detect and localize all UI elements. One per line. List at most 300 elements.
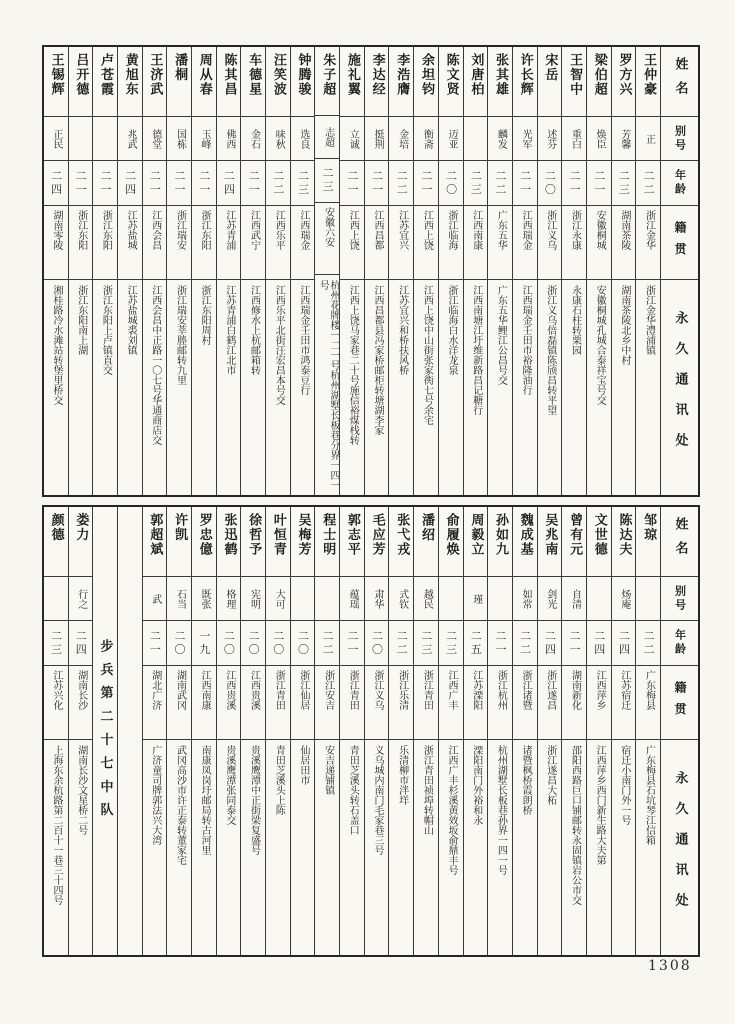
- alias-cell: [192, 577, 216, 621]
- origin-cell: [464, 666, 488, 740]
- header-column: [660, 47, 698, 495]
- header-address-text: 永久通讯处: [672, 311, 688, 464]
- person-column: [191, 507, 216, 955]
- origin-cell-text: 浙江安吉: [322, 670, 334, 710]
- person-column: [44, 47, 68, 495]
- origin-cell-text: 江西萍乡: [594, 670, 606, 710]
- origin-cell: [69, 206, 93, 280]
- origin-cell-text: 浙江东阳: [199, 210, 211, 250]
- person-column: [388, 507, 413, 955]
- origin-cell: [488, 666, 512, 740]
- person-column: [463, 507, 488, 955]
- name-cell-text: 罗方兴: [616, 53, 632, 97]
- person-column: [561, 507, 586, 955]
- address-cell-text: 江西上饶中山街张家衖七号余宅: [421, 285, 433, 425]
- address-cell-text: 江苏青浦白鹤江北市: [223, 285, 235, 375]
- address-cell-text: 江西上饶马家巷二十号施信裕煤栈转: [347, 285, 359, 445]
- address-cell-text: 青田芝溪头转石盖口: [347, 745, 359, 835]
- age-cell: [291, 161, 315, 206]
- name-cell: [488, 47, 512, 117]
- alias-cell-text: 正民: [51, 128, 63, 149]
- name-cell: [291, 47, 315, 117]
- alias-cell: [365, 577, 389, 621]
- origin-cell-text: 江苏宿迁: [618, 670, 630, 710]
- name-cell: [389, 47, 413, 117]
- address-cell-text: 江西瑞金壬田市鸿泰豆行: [297, 285, 309, 395]
- age-cell: [143, 161, 167, 206]
- age-cell-text: 二三: [419, 629, 433, 657]
- address-cell: [44, 280, 68, 495]
- name-cell: [217, 47, 241, 117]
- name-cell: [538, 507, 562, 577]
- age-cell-text: 二一: [148, 629, 162, 657]
- alias-cell: [488, 577, 512, 621]
- age-cell: [513, 621, 537, 666]
- age-cell: [69, 161, 93, 206]
- origin-cell-text: 浙江义乌: [544, 210, 556, 250]
- origin-cell: [439, 666, 463, 740]
- alias-cell: [389, 577, 413, 621]
- address-cell: [93, 280, 117, 495]
- age-cell: [241, 161, 265, 206]
- person-column: [290, 507, 315, 955]
- origin-cell: [414, 206, 438, 280]
- alias-cell: [439, 117, 463, 161]
- header-alias-text: 别号: [673, 584, 687, 613]
- age-cell-text: 二四: [49, 169, 63, 197]
- address-cell-text: 贵溪鹰潭张同泰交: [223, 745, 235, 825]
- origin-cell: [241, 666, 265, 740]
- alias-cell-text: 如常: [520, 588, 532, 609]
- alias-cell-text: 光军: [520, 128, 532, 149]
- name-cell-text: 潘绍: [418, 513, 434, 543]
- origin-cell-text: 湖南茶陵: [618, 210, 630, 250]
- origin-cell: [143, 666, 167, 740]
- name-cell: [612, 47, 636, 117]
- origin-cell: [217, 206, 241, 280]
- address-cell: [439, 280, 463, 495]
- address-cell-text: 浙江东阳上卢镇直交: [100, 285, 112, 375]
- address-cell: [291, 280, 315, 495]
- origin-cell-text: 安徽六安: [322, 206, 334, 247]
- age-cell: [192, 621, 216, 666]
- age-cell: [340, 161, 364, 206]
- age-cell-text: 二一: [197, 169, 211, 197]
- age-cell-text: 二〇: [543, 169, 557, 197]
- name-cell-text: 许凯: [172, 513, 188, 543]
- alias-cell-text: 兆武: [125, 128, 137, 149]
- address-cell: [167, 280, 191, 495]
- origin-cell-text: 江苏宜兴: [396, 210, 408, 250]
- alias-cell-text: 衡斋: [421, 128, 433, 149]
- person-column: [635, 47, 660, 495]
- person-column: [265, 507, 290, 955]
- name-cell: [143, 507, 167, 577]
- age-cell-text: 二四: [222, 169, 236, 197]
- age-cell: [291, 621, 315, 666]
- age-cell: [192, 161, 216, 206]
- address-cell: [636, 280, 660, 495]
- name-cell-text: 朱子超: [320, 53, 336, 97]
- alias-cell-text: 瑾: [470, 593, 482, 604]
- address-cell-text: 永康石柱转栗园: [569, 285, 581, 355]
- alias-cell-text: 芳馨: [618, 128, 630, 149]
- address-cell: [340, 280, 364, 495]
- person-column: [611, 507, 636, 955]
- person-column: [92, 47, 117, 495]
- alias-cell: [241, 577, 265, 621]
- origin-cell: [192, 666, 216, 740]
- person-column: [561, 47, 586, 495]
- address-cell: [69, 740, 93, 955]
- name-cell-text: 余坦钧: [418, 53, 434, 97]
- origin-cell-text: 江西会昌: [149, 210, 161, 250]
- name-cell: [587, 507, 611, 577]
- alias-cell: [167, 117, 191, 161]
- address-cell: [192, 740, 216, 955]
- alias-cell: [389, 117, 413, 161]
- age-cell: [44, 621, 68, 666]
- name-cell-text: 陈其昌: [221, 53, 237, 97]
- name-cell-text: 刘唐柏: [468, 53, 484, 97]
- name-cell-text: 车德星: [246, 53, 262, 97]
- name-cell-text: 陈达夫: [616, 513, 632, 557]
- name-cell: [167, 507, 191, 577]
- alias-cell-text: 蕴瑶: [347, 588, 359, 609]
- age-cell: [389, 621, 413, 666]
- header-alias: [661, 577, 698, 621]
- origin-cell-text: 江西乐平: [273, 210, 285, 250]
- address-cell: [143, 740, 167, 955]
- origin-cell-text: 湖南武冈: [174, 670, 186, 710]
- address-cell-text: 湖南长沙文星桥二号: [75, 745, 87, 835]
- age-cell: [389, 161, 413, 206]
- age-cell-text: 二〇: [222, 629, 236, 657]
- alias-cell-text: 正: [643, 133, 655, 144]
- origin-cell: [291, 206, 315, 280]
- address-cell-text: 青田芝溪头上陈: [273, 745, 285, 815]
- origin-cell: [143, 206, 167, 280]
- age-cell: [167, 621, 191, 666]
- name-cell: [636, 507, 660, 577]
- age-cell-text: 二〇: [370, 629, 384, 657]
- age-cell: [488, 161, 512, 206]
- alias-cell: [439, 577, 463, 621]
- address-cell-text: 浙江瑞安莘塍邮转九里: [174, 285, 186, 385]
- name-cell-text: 陈文贤: [443, 53, 459, 97]
- name-cell: [414, 507, 438, 577]
- address-cell: [389, 740, 413, 955]
- name-cell-text: 张其雄: [493, 53, 509, 97]
- age-cell-text: 二二: [395, 169, 409, 197]
- alias-cell-text: 式钦: [396, 588, 408, 609]
- person-column: [166, 47, 191, 495]
- address-cell-text: 广济童司牌郭法兴大湾: [149, 745, 161, 845]
- address-cell-text: 杭州花牌楼一二一号杭州湖墅长板巷分界一四一号: [317, 280, 340, 490]
- origin-cell-text: 浙江东阳: [100, 210, 112, 250]
- age-cell-text: 二二: [642, 169, 656, 197]
- alias-cell-text: 石当: [174, 588, 186, 609]
- name-cell: [587, 47, 611, 117]
- address-cell-text: 江西会昌中正路一〇七号华通商店交: [149, 285, 161, 445]
- address-cell: [241, 740, 265, 955]
- age-cell-text: 二一: [98, 169, 112, 197]
- origin-cell: [315, 203, 339, 275]
- origin-cell-text: 江苏溧阳: [470, 670, 482, 710]
- unit-label: 步兵第二十七中队: [97, 639, 113, 827]
- person-column: [438, 47, 463, 495]
- origin-cell: [217, 666, 241, 740]
- alias-cell: [340, 577, 364, 621]
- name-cell: [340, 47, 364, 117]
- age-cell-text: 二二: [642, 629, 656, 657]
- origin-cell-text: 浙江乐清: [396, 670, 408, 710]
- alias-cell: [414, 577, 438, 621]
- header-address: [661, 280, 698, 495]
- age-cell-text: 二四: [543, 629, 557, 657]
- person-column: [314, 47, 339, 495]
- age-cell: [538, 621, 562, 666]
- name-cell-text: 周从春: [196, 53, 212, 97]
- origin-cell-text: 湖北广济: [149, 670, 161, 710]
- name-cell-text: 程士明: [320, 513, 336, 557]
- name-cell-text: 汪笑波: [270, 53, 286, 97]
- age-cell: [488, 621, 512, 666]
- age-cell-text: 二二: [493, 169, 507, 197]
- address-cell: [389, 280, 413, 495]
- address-cell: [340, 740, 364, 955]
- address-cell-text: 诸暨枫桥霞朗桥: [520, 745, 532, 815]
- origin-cell: [241, 206, 265, 280]
- alias-cell: [167, 577, 191, 621]
- header-column: [660, 507, 698, 955]
- person-column: [487, 507, 512, 955]
- origin-cell-text: 江西广丰: [446, 670, 458, 710]
- name-cell-text: 黄旭东: [122, 53, 138, 97]
- origin-cell: [464, 206, 488, 280]
- name-cell: [291, 507, 315, 577]
- age-cell: [365, 621, 389, 666]
- alias-cell: [44, 117, 68, 161]
- age-cell: [315, 621, 339, 666]
- alias-cell-text: 武: [149, 593, 161, 604]
- origin-cell: [44, 666, 68, 740]
- name-cell-text: 郭超斌: [147, 513, 163, 557]
- address-cell: [241, 280, 265, 495]
- age-cell: [439, 161, 463, 206]
- origin-cell-text: 浙江遂昌: [544, 670, 556, 710]
- alias-cell: [44, 577, 68, 621]
- address-cell: [464, 740, 488, 955]
- origin-cell: [389, 666, 413, 740]
- alias-cell: [587, 117, 611, 161]
- header-name-text: 姓名: [672, 517, 688, 566]
- alias-cell: [513, 117, 537, 161]
- address-cell-text: 江西瑞金壬田市裕隆油行: [520, 285, 532, 395]
- address-cell: [266, 740, 290, 955]
- address-cell-text: 广东五华鲤江公昌号交: [495, 285, 507, 385]
- alias-cell: [587, 577, 611, 621]
- header-alias-text: 别号: [673, 124, 687, 153]
- address-cell: [315, 275, 339, 495]
- empty-column: [117, 507, 142, 955]
- name-cell: [241, 507, 265, 577]
- address-cell: [291, 740, 315, 955]
- age-cell: [167, 161, 191, 206]
- name-cell-text: 罗忠億: [196, 513, 212, 557]
- address-cell: [488, 740, 512, 955]
- address-cell-text: 南康凤岗圩邮局转古河里: [199, 745, 211, 855]
- origin-cell: [291, 666, 315, 740]
- alias-cell-text: 金培: [396, 128, 408, 149]
- origin-cell: [365, 206, 389, 280]
- origin-cell-text: 浙江义乌: [371, 670, 383, 710]
- address-cell: [414, 740, 438, 955]
- age-cell: [562, 621, 586, 666]
- age-cell-text: 二一: [419, 169, 433, 197]
- page-number: 1308: [648, 958, 692, 974]
- origin-cell-text: 江苏盐城: [125, 210, 137, 250]
- alias-cell: [636, 577, 660, 621]
- address-cell-text: 贵溪鹰潭中正街梁复盛号: [248, 745, 260, 855]
- age-cell: [513, 161, 537, 206]
- name-cell-text: 徐哲予: [246, 513, 262, 557]
- origin-cell: [44, 206, 68, 280]
- person-column: [265, 47, 290, 495]
- address-cell-text: 安吉递铺镇: [322, 745, 334, 795]
- address-cell: [414, 280, 438, 495]
- age-cell: [538, 161, 562, 206]
- address-cell-text: 江西南塘江圩维新路昌记糖行: [470, 285, 482, 415]
- person-column: [512, 507, 537, 955]
- address-cell-text: 江西广丰杉溪黄效坂俞鼎丰号: [446, 745, 458, 875]
- age-cell-text: 二〇: [247, 629, 261, 657]
- age-cell-text: 二一: [592, 169, 606, 197]
- alias-cell: [612, 117, 636, 161]
- person-column: [413, 507, 438, 955]
- origin-cell-text: 浙江金华: [643, 210, 655, 250]
- alias-cell-text: 味秋: [273, 128, 285, 149]
- age-cell-text: 二二: [321, 629, 335, 657]
- address-cell: [513, 740, 537, 955]
- header-age-text: 年龄: [673, 629, 687, 657]
- address-cell: [538, 280, 562, 495]
- name-cell: [118, 47, 142, 117]
- origin-cell: [513, 666, 537, 740]
- age-cell-text: 二四: [123, 169, 137, 197]
- age-cell-text: 二二: [518, 629, 532, 657]
- name-cell: [93, 47, 117, 117]
- address-cell-text: 浙江义乌倍磊镇陈颀昌转平望: [544, 285, 556, 415]
- header-origin: [661, 206, 698, 280]
- address-cell-text: 浙江青田祯埠转帽山: [421, 745, 433, 835]
- age-cell-text: 二三: [321, 166, 335, 194]
- alias-cell-text: 炀庵: [618, 588, 630, 609]
- age-cell: [562, 161, 586, 206]
- age-cell: [464, 161, 488, 206]
- alias-cell: [241, 117, 265, 161]
- address-cell: [587, 740, 611, 955]
- alias-cell-text: 越民: [421, 588, 433, 609]
- address-cell: [464, 280, 488, 495]
- header-name: [661, 507, 698, 577]
- alias-cell-text: 选良: [297, 128, 309, 149]
- origin-cell: [118, 206, 142, 280]
- person-column: [240, 507, 265, 955]
- origin-cell-text: 广东梅县: [643, 670, 655, 710]
- origin-cell: [538, 666, 562, 740]
- name-cell: [414, 47, 438, 117]
- address-cell: [217, 740, 241, 955]
- person-column: [413, 47, 438, 495]
- address-cell: [365, 280, 389, 495]
- header-age: [661, 161, 698, 206]
- age-cell-text: 二〇: [296, 629, 310, 657]
- age-cell-text: 二三: [444, 629, 458, 657]
- address-cell: [538, 740, 562, 955]
- person-column: [611, 47, 636, 495]
- alias-cell: [562, 117, 586, 161]
- person-column: [339, 507, 364, 955]
- name-cell-text: 王锡辉: [48, 53, 64, 97]
- alias-cell-text: 挺荆: [371, 128, 383, 149]
- name-cell: [389, 507, 413, 577]
- age-cell-text: 二五: [469, 629, 483, 657]
- name-cell: [562, 507, 586, 577]
- name-cell-text: 王智中: [567, 53, 583, 97]
- alias-cell: [143, 117, 167, 161]
- age-cell-text: 二三: [49, 629, 63, 657]
- person-column: [44, 507, 68, 955]
- address-cell-text: 浙江东阳周村: [199, 285, 211, 345]
- person-column: [68, 47, 93, 495]
- address-cell: [562, 280, 586, 495]
- origin-cell-text: 浙江诸暨: [520, 670, 532, 710]
- person-column: [142, 47, 167, 495]
- age-cell-text: 二四: [74, 629, 88, 657]
- age-cell: [439, 621, 463, 666]
- name-cell-text: 施礼翼: [344, 53, 360, 97]
- age-cell: [118, 161, 142, 206]
- age-cell-text: 二一: [345, 169, 359, 197]
- origin-cell: [69, 666, 93, 740]
- address-cell-text: 湘桂路冷水滩站转堡里桥交: [51, 285, 63, 405]
- origin-cell: [513, 206, 537, 280]
- origin-cell-text: 江西瑞金: [297, 210, 309, 250]
- origin-cell: [315, 666, 339, 740]
- unit-label-column: [92, 507, 117, 955]
- name-cell-text: 王仲豪: [641, 53, 657, 97]
- name-cell-text: 吴梅芳: [295, 513, 311, 557]
- alias-cell-text: 行之: [75, 588, 87, 609]
- header-alias: [661, 117, 698, 161]
- alias-cell: [513, 577, 537, 621]
- header-name-text: 姓名: [672, 57, 688, 106]
- age-cell-text: 二一: [74, 169, 88, 197]
- alias-cell-text: 立诚: [347, 128, 359, 149]
- origin-cell: [167, 666, 191, 740]
- alias-cell: [315, 577, 339, 621]
- address-cell: [587, 280, 611, 495]
- origin-cell: [562, 666, 586, 740]
- alias-cell: [636, 117, 660, 161]
- alias-cell: [340, 117, 364, 161]
- name-cell: [365, 507, 389, 577]
- name-cell: [488, 507, 512, 577]
- name-cell: [192, 507, 216, 577]
- age-cell: [241, 621, 265, 666]
- age-cell: [636, 621, 660, 666]
